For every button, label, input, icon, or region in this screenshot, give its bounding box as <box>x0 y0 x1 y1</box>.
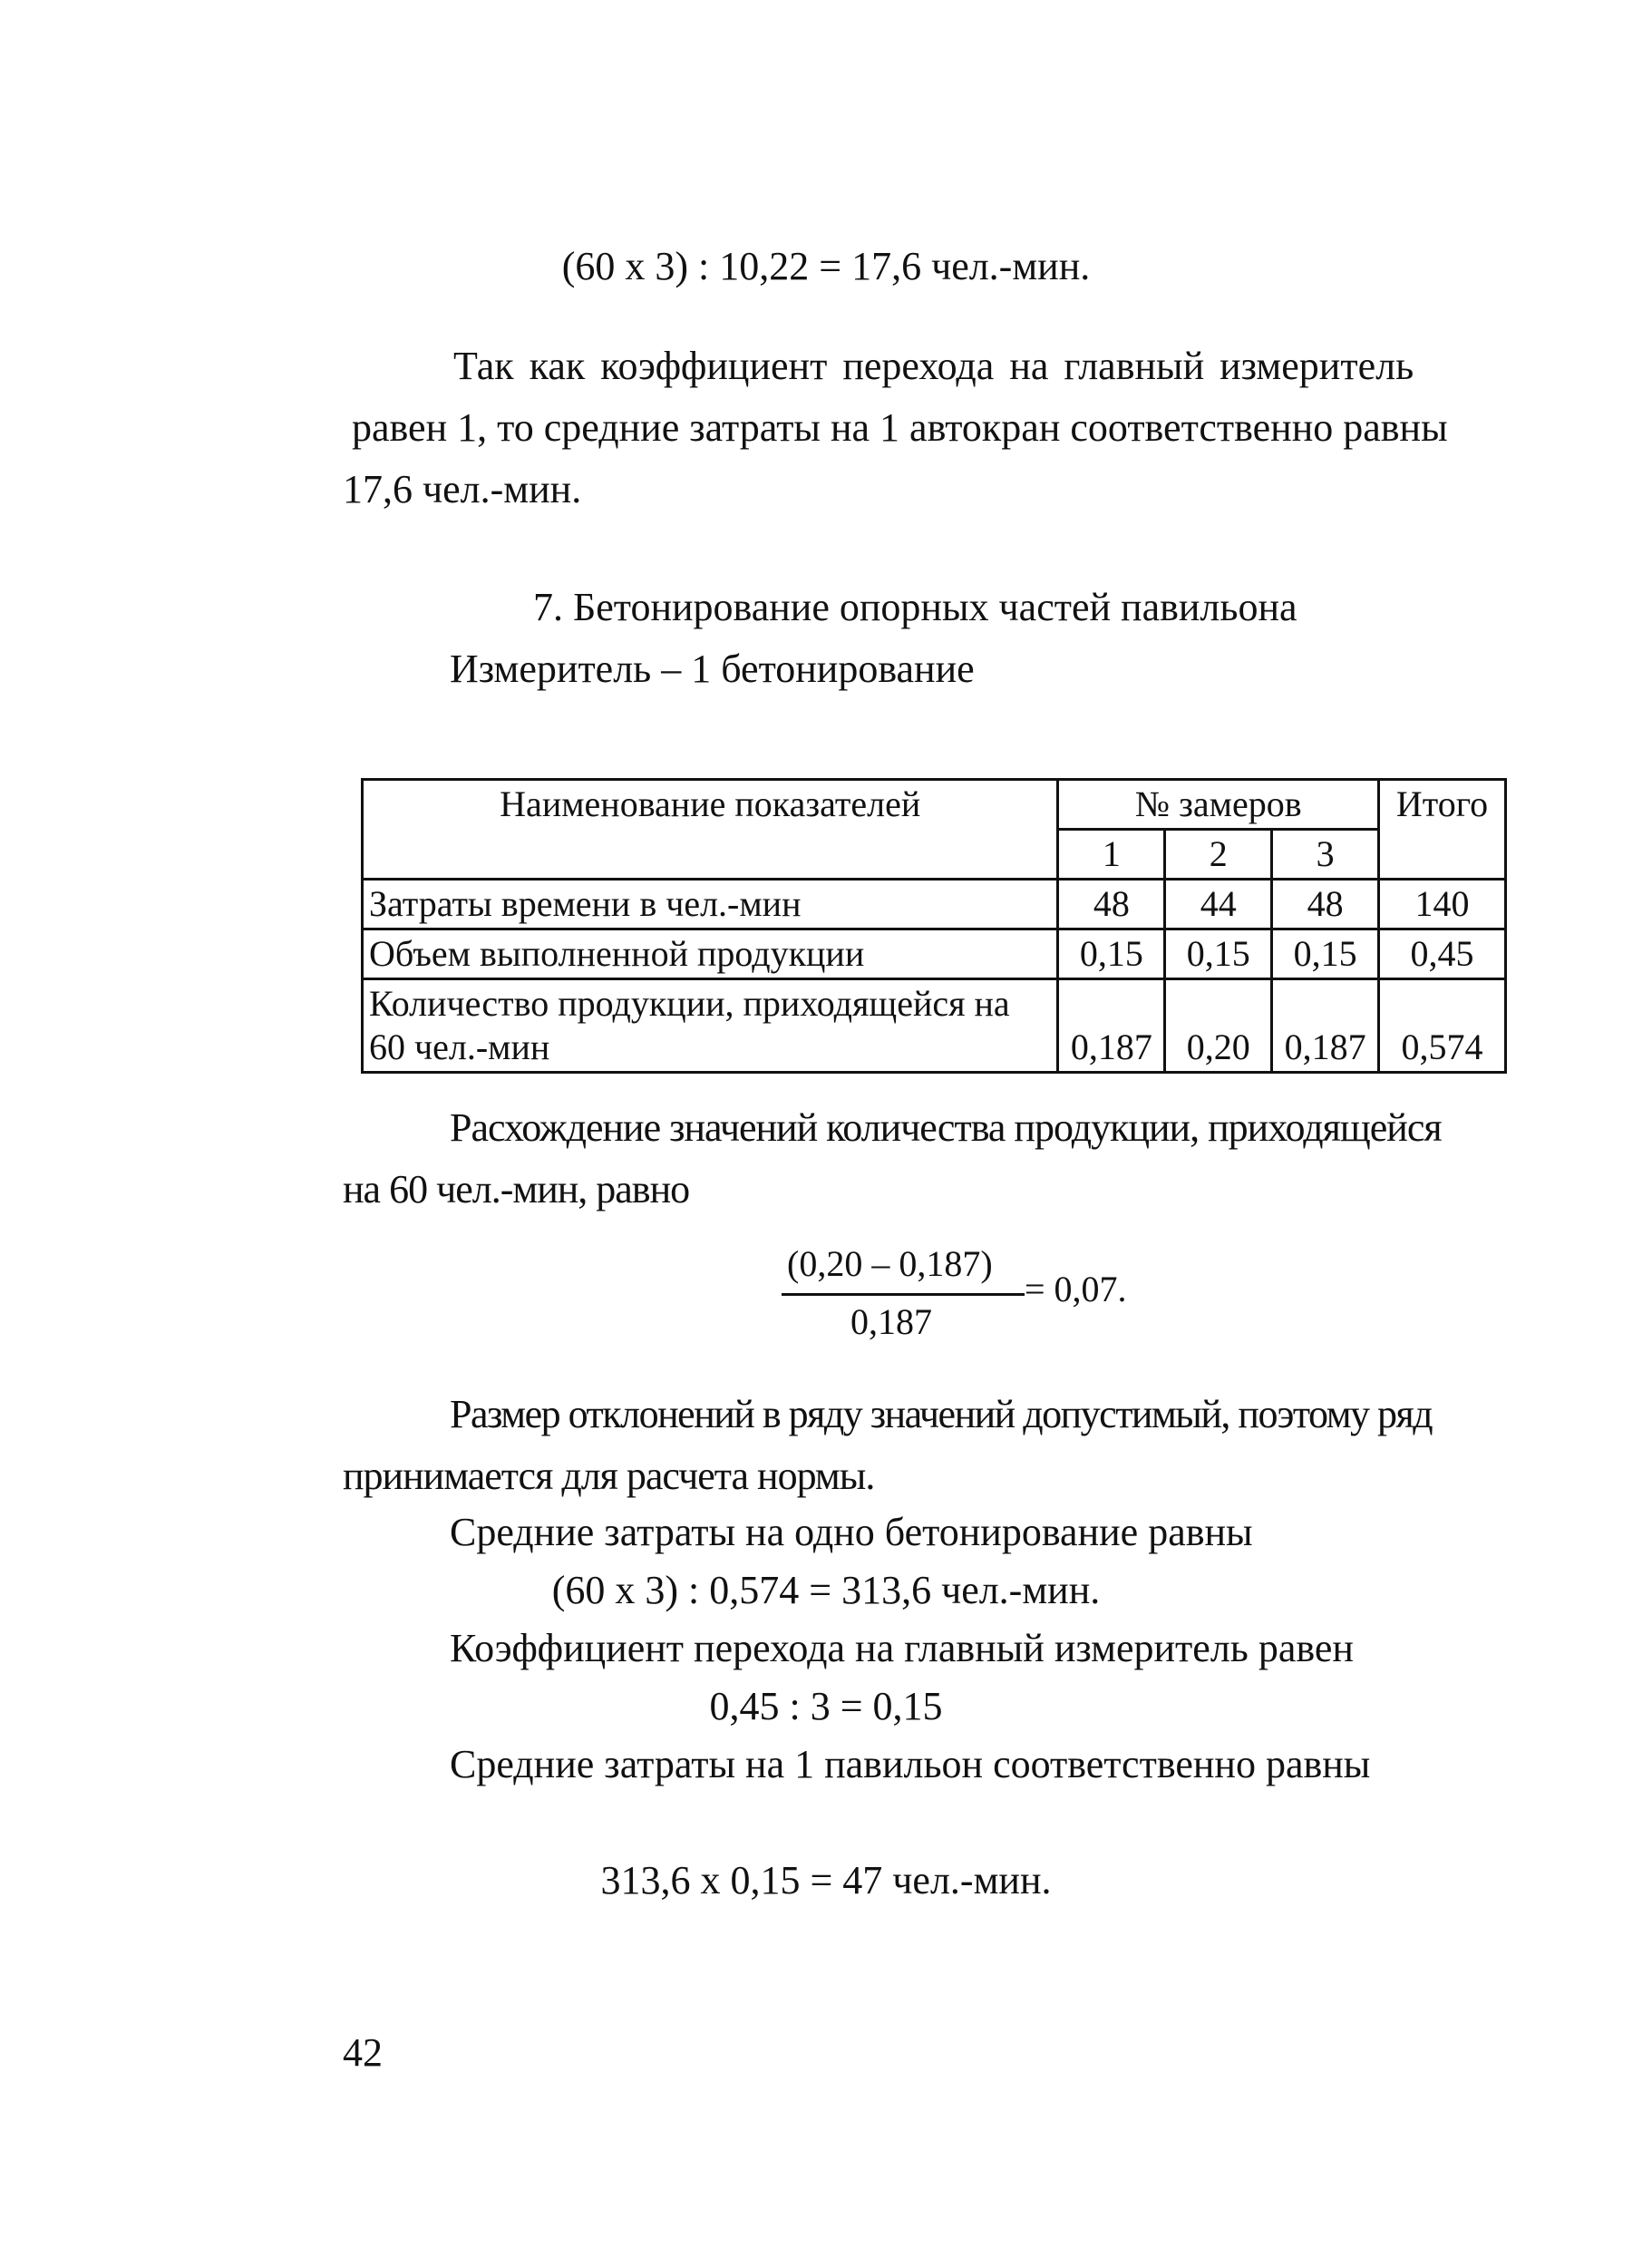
paragraph2-line1: Расхождение значений количества продукции, приходящейся <box>450 1105 1442 1150</box>
formula-top: (60 х 3) : 10,22 = 17,6 чел.-мин. <box>561 244 1091 288</box>
header-measurements: № замеров <box>1058 780 1379 830</box>
row-value: 0,15 <box>1058 929 1165 979</box>
row-total: 140 <box>1379 880 1506 929</box>
measurements-table <box>361 778 1507 1074</box>
subheader-1: 1 <box>1058 830 1165 880</box>
paragraph3-line2: принимается для расчета нормы. <box>343 1454 875 1498</box>
page-number: 42 <box>343 2030 383 2075</box>
fraction-result: = 0,07. <box>1025 1269 1127 1309</box>
row-value: 48 <box>1058 880 1165 929</box>
table-row <box>363 979 1506 1073</box>
row-value: 0,187 <box>1058 979 1165 1073</box>
section-title: 7. Бетонирование опорных частей павильона <box>533 585 1297 629</box>
row-value: 0,20 <box>1165 979 1272 1073</box>
paragraph2-line2: на 60 чел.-мин, равно <box>343 1167 690 1211</box>
fraction-numerator: (0,20 – 0,187) <box>787 1243 993 1284</box>
row-value: 0,15 <box>1165 929 1272 979</box>
row-total: 0,574 <box>1379 979 1506 1073</box>
paragraph1-line1: Так как коэффициент перехода на главный измеритель <box>453 344 1414 388</box>
row-name: Затраты времени в чел.-мин <box>363 880 1058 929</box>
fraction-denominator: 0,187 <box>850 1301 932 1342</box>
paragraph3-line1: Размер отклонений в ряду значений допустимый, поэтому ряд <box>450 1392 1433 1436</box>
row-value: 48 <box>1272 880 1379 929</box>
pavilion-text: Средние затраты на 1 павильон соответственно равны <box>450 1742 1371 1786</box>
paragraph1-line3: 17,6 чел.-мин. <box>343 467 582 511</box>
table-header-row <box>363 780 1506 830</box>
paragraph1-line2: равен 1, то средние затраты на 1 автокран соответственно равны <box>352 405 1448 450</box>
row-total: 0,45 <box>1379 929 1506 979</box>
coef-text: Коэффициент перехода на главный измеритель равен <box>450 1626 1354 1670</box>
row-value: 0,187 <box>1272 979 1379 1073</box>
row-name: Количество продукции, приходящейся на 60 чел.-мин <box>363 979 1058 1073</box>
table-row <box>363 929 1506 979</box>
row-value: 0,15 <box>1272 929 1379 979</box>
meter-label: Измеритель – 1 бетонирование <box>450 647 975 691</box>
header-name: Наименование показателей <box>363 780 1058 880</box>
row-name: Объем выполненной продукции <box>363 929 1058 979</box>
table-row <box>363 880 1506 929</box>
formula-final: 313,6 х 0,15 = 47 чел.-мин. <box>600 1858 1052 1902</box>
avg-cost-text: Средние затраты на одно бетонирование равны <box>450 1510 1253 1554</box>
formula-avg: (60 х 3) : 0,574 = 313,6 чел.-мин. <box>551 1568 1101 1612</box>
subheader-2: 2 <box>1165 830 1272 880</box>
formula-coef: 0,45 : 3 = 0,15 <box>709 1684 943 1728</box>
fraction-bar <box>782 1293 1025 1296</box>
subheader-3: 3 <box>1272 830 1379 880</box>
header-total: Итого <box>1379 780 1506 880</box>
row-value: 44 <box>1165 880 1272 929</box>
